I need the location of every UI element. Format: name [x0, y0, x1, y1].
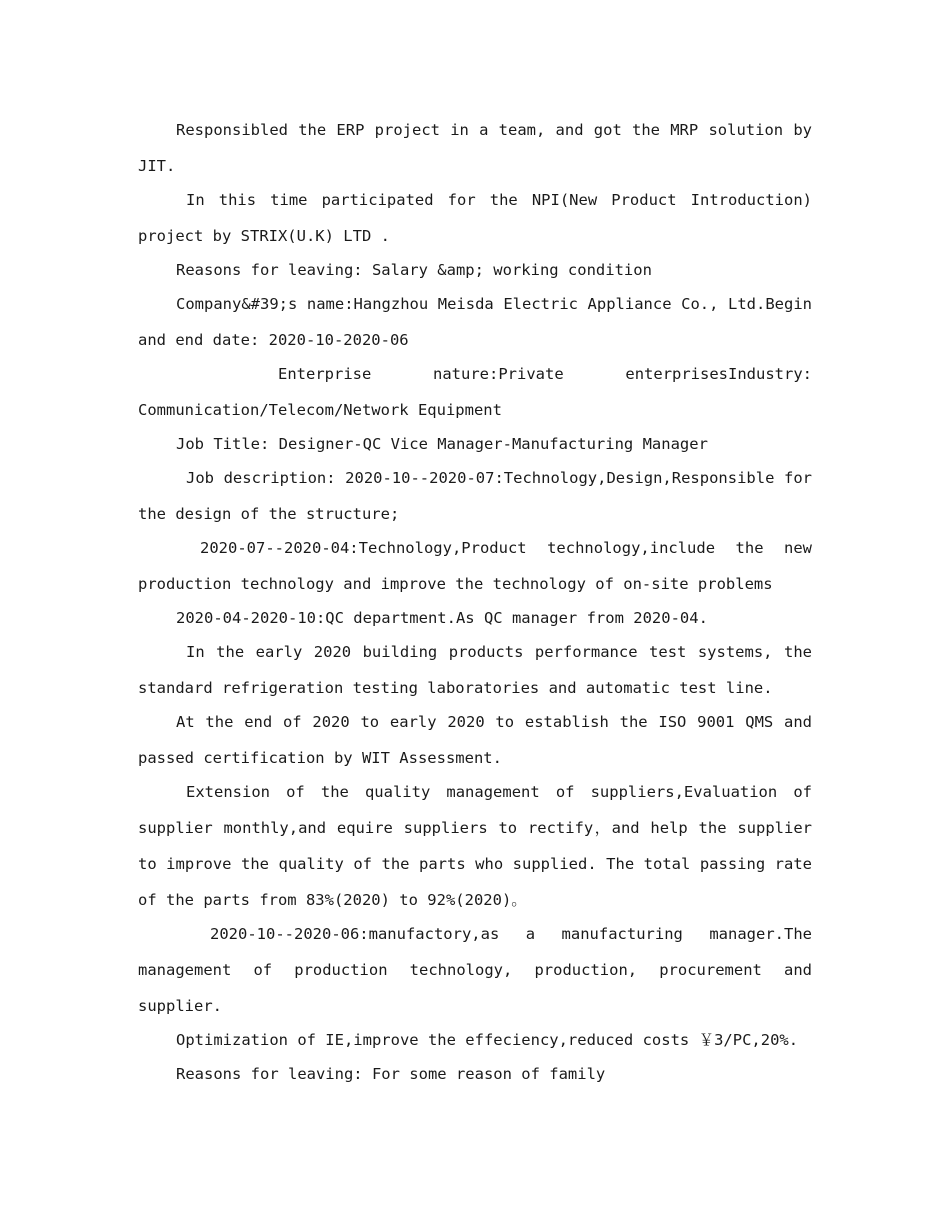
- paragraph-npi-project: In this time participated for the NPI(New Product Introduction) project by STRIX(U.K) LTD .: [138, 191, 812, 245]
- paragraph-supplier-quality: Extension of the quality management of suppliers,Evaluation of supplier monthly,and equire suppliers to rectify，and help the supplier to improve the quality of the parts who supplied. The total passing rate of the parts from 83%(2020) to 92%(2020)。: [138, 783, 812, 909]
- document-page: [138, 112, 812, 1092]
- paragraph-reasons-leaving-salary: Reasons for leaving: Salary &amp; working condition: [176, 261, 652, 279]
- paragraph-job-description: Job description: 2020-10--2020-07:Technology,Design,Responsible for the design of the structure;: [138, 469, 812, 523]
- paragraph-job-title: Job Title: Designer-QC Vice Manager-Manufacturing Manager: [176, 435, 708, 453]
- paragraph-iso-qms: At the end of 2020 to early 2020 to establish the ISO 9001 QMS and passed certification by WIT Assessment.: [138, 713, 812, 767]
- paragraph-test-systems: In the early 2020 building products performance test systems, the standard refrigeration testing laboratories and automatic test line.: [138, 643, 812, 697]
- paragraph-erp-project: Responsibled the ERP project in a team, and got the MRP solution by JIT.: [138, 121, 812, 175]
- paragraph-enterprise-nature: Enterprise nature:Private enterprisesIndustry: Communication/Telecom/Network Equipment: [138, 365, 812, 419]
- paragraph-qc-department: 2020-04-2020-10:QC department.As QC manager from 2020-04.: [176, 609, 708, 627]
- paragraph-manufacturing-manager: 2020-10--2020-06:manufactory,as a manufacturing manager.The management of production technology, production, procurement and supplier.: [138, 925, 812, 1015]
- paragraph-reasons-leaving-family: Reasons for leaving: For some reason of family: [176, 1065, 606, 1083]
- paragraph-ie-optimization: Optimization of IE,improve the effeciency,reduced costs ￥3/PC,20%.: [176, 1031, 799, 1049]
- paragraph-company-name: Company&#39;s name:Hangzhou Meisda Electric Appliance Co., Ltd.Begin and end date: 2020-10-2020-06: [138, 295, 812, 349]
- paragraph-product-technology: 2020-07--2020-04:Technology,Product technology,include the new production technology and improve the technology of on-site problems: [138, 539, 812, 593]
